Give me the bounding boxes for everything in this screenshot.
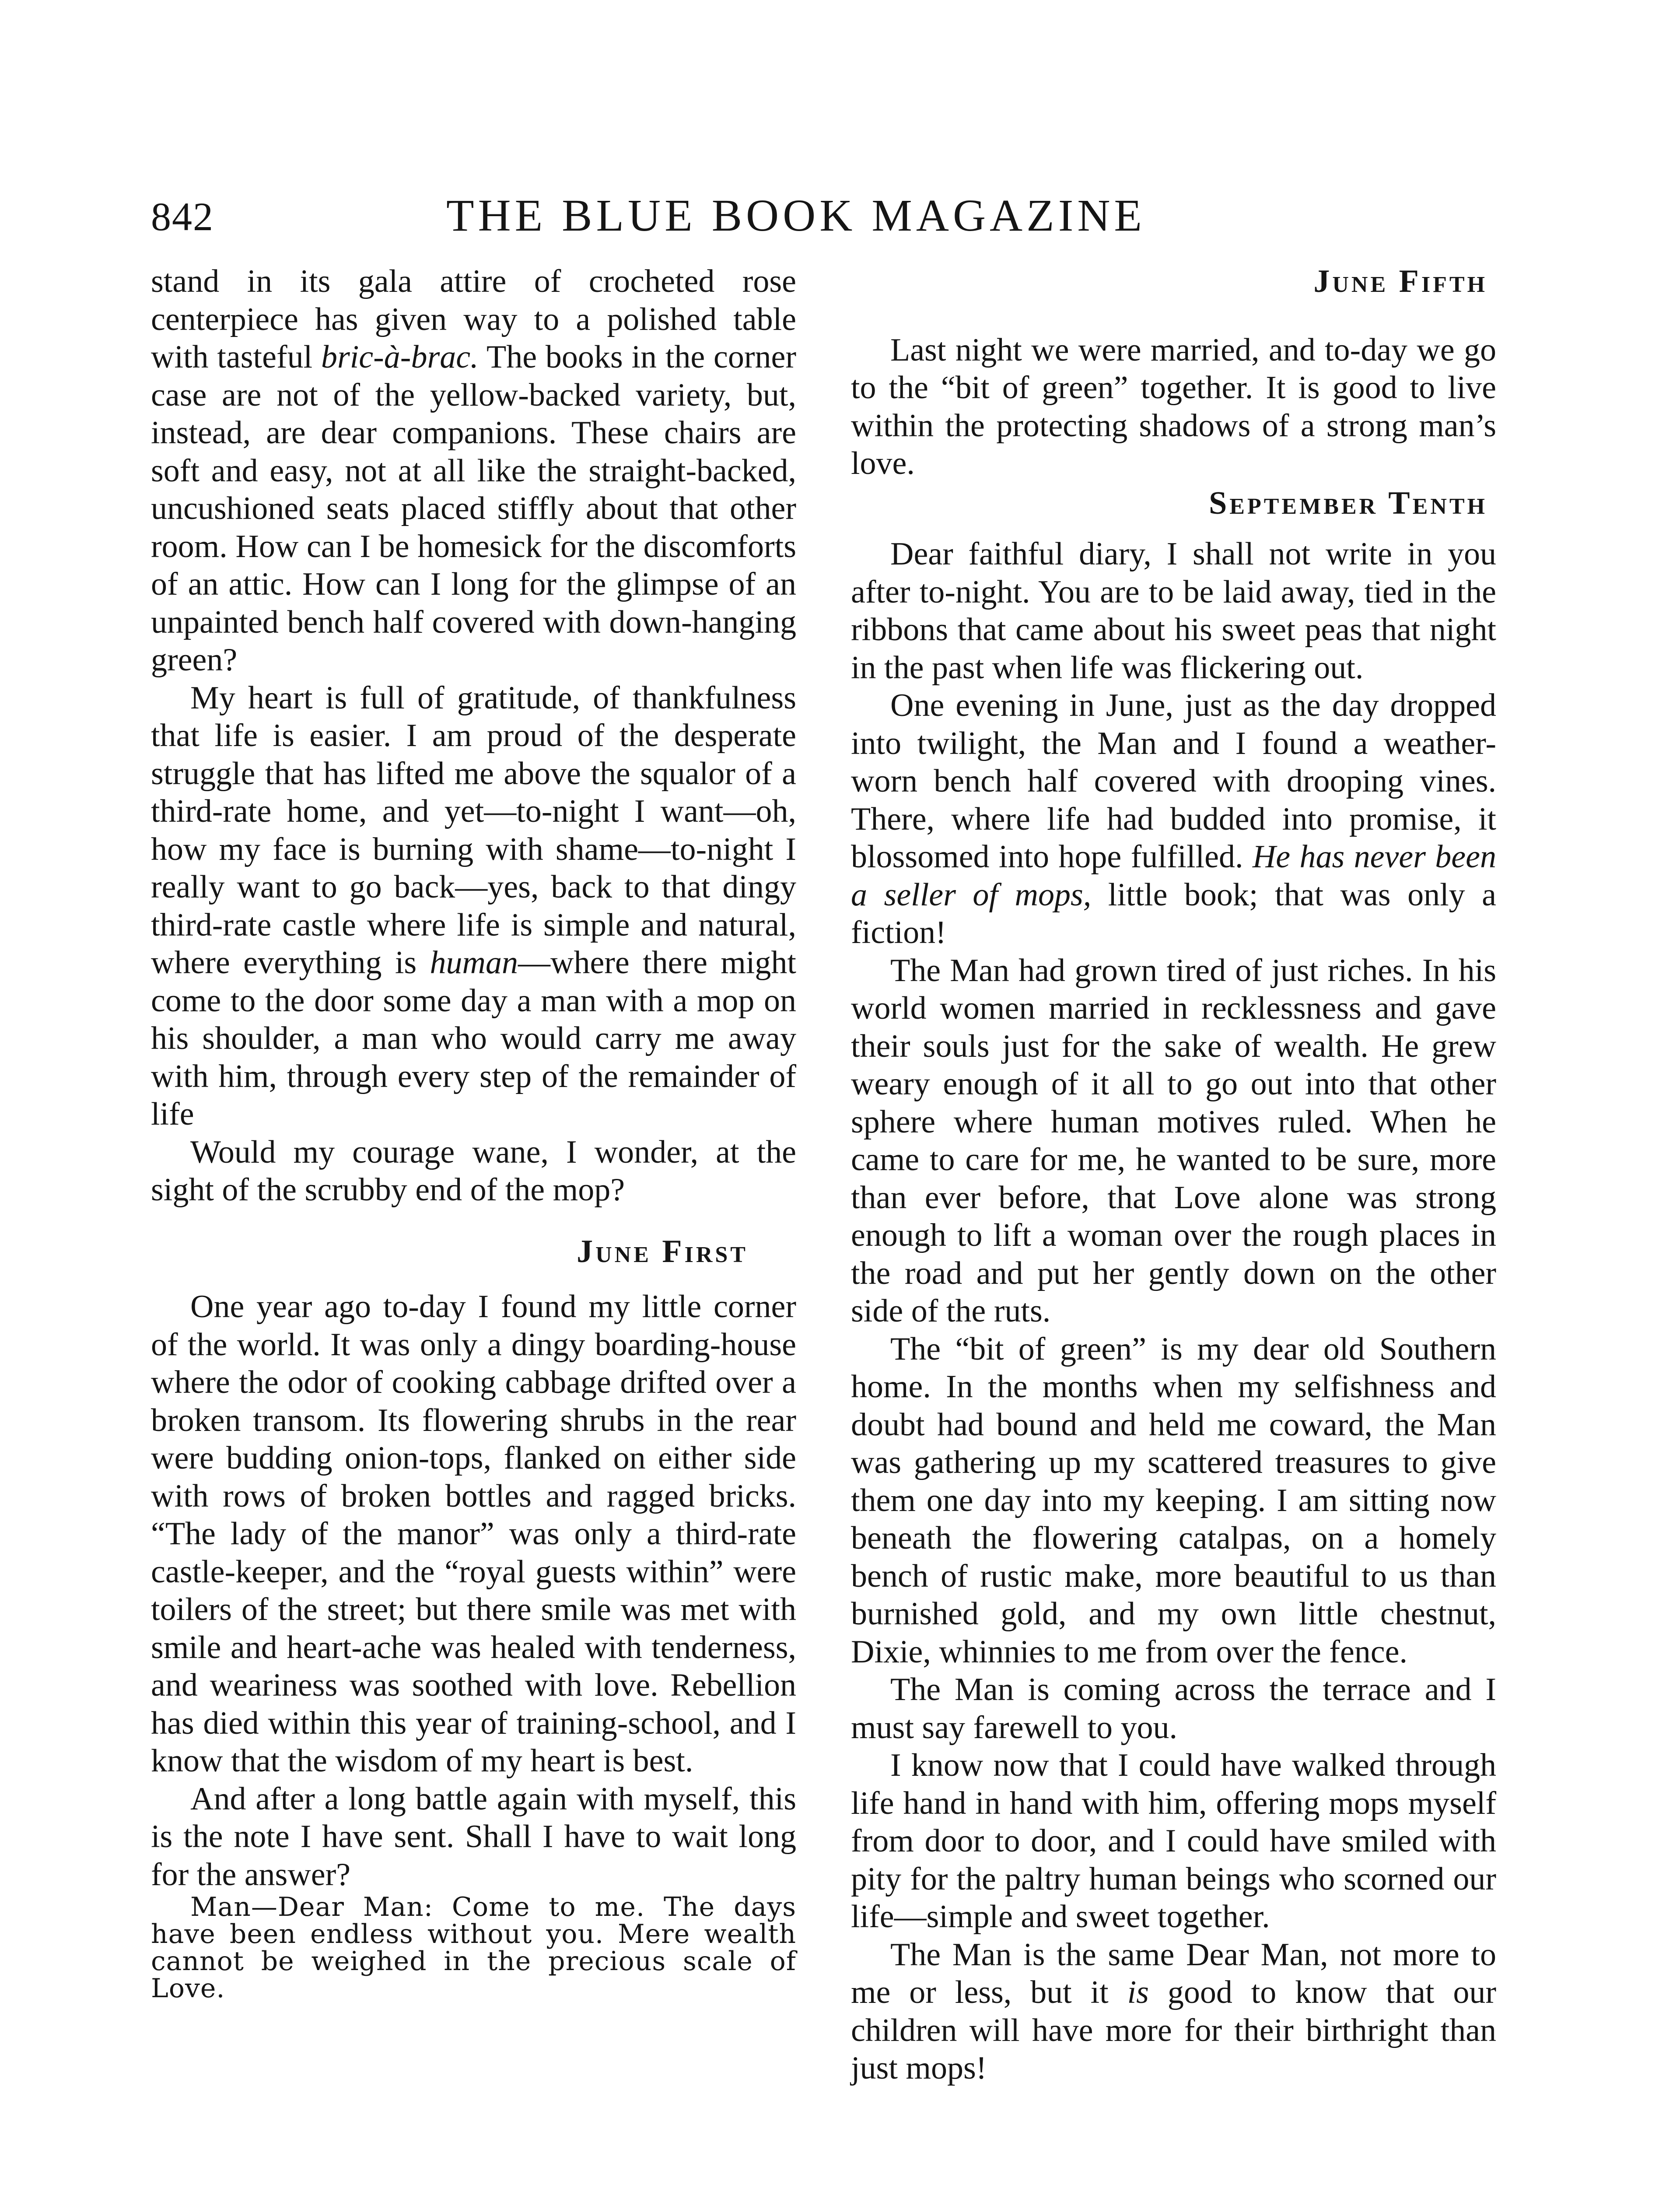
diary-date-heading: June Fifth [1313,263,1488,299]
diary-date-heading: June First [577,1233,748,1269]
running-head [151,177,1474,252]
italic-text: He has never been a seller of mops, [851,839,1496,913]
right-column [851,263,1496,2087]
text-run: One evening in June, just as the day dropped into twilight, the Man and I found a weather-worn bench half covered with drooping vines. There, where life had budded into promise, it blossomed into hope fulfilled. [851,687,1496,875]
text-run: My heart is full of gratitude, of thankfulness that life is easier. I am proud of the desperate struggle that has lifted me above the squalor of a third-rate home, and yet—to-night I want—oh, how my face is burning with shame—to-night I really want to go back—yes, back to that dingy third-rate castle where life is simple and natural, where everything is [151,680,796,981]
sent-note: Man—Dear Man: Come to me. The days have been endless without you. Mere wealth cannot be weighed in the precious scale of Love. [151,1892,796,2004]
paragraph: The Man had grown tired of just riches. In his world women married in recklessness and gave their souls just for the sake of wealth. He grew weary enough of it all to go out into that other sphere where human motives ruled. When he came to care for me, he wanted to be sure, more than ever before, that Love alone was strong enough to lift a woman over the rough places in the road and put her gently down on the other side of the ruts. [851,952,1496,1329]
diary-date-heading: September Tenth [1209,485,1488,521]
italic-text: is [1127,1974,1149,2010]
text-run: good to know that our children will have more for their birthright than just mops! [851,1974,1496,2086]
text-run: —where there might come to the door some day a man with a mop on his shoulder, a man who would carry me away with him, through every step of the remainder of life [151,945,796,1132]
paragraph: One year ago to-day I found my little corner of the world. It was only a dingy boarding-house where the odor of cooking cabbage drifted over a broken transom. Its flowering shrubs in the rear were budding onion-tops, flanked on either side with rows of broken bottles and ragged bricks. “The lady of the manor” was only a third-rate castle-keeper, and the “royal guests within” were toilers of the street; but there smile was met with smile and heart-ache was healed with tenderness, and weariness was soothed with love. Rebellion has died within this year of training-school, and I know that the wisdom of my heart is best. [151,1289,796,1779]
text-run: The Man is the same Dear Man, not more to me or less, but it [851,1936,1496,2010]
text-run: The books in the corner case are not of the yellow-backed variety, but, instead, are dear companions. These chairs are soft and easy, not at all like the straight-backed, uncushioned seats placed stiffly about that other room. How can I be homesick for the discomforts of an attic. How can I long for the glimpse of an unpainted bench half covered with down-hanging green? [151,339,796,678]
paragraph: The Man is coming across the terrace and I must say farewell to you. [851,1672,1496,1746]
paragraph: Would my courage wane, I wonder, at the sight of the scrubby end of the mop? [151,1134,796,1208]
paragraph: I know now that I could have walked through life hand in hand with him, offering mops myself from door to door, and I could have smiled with pity for the paltry human beings who scorned our life—simple and sweet together. [851,1747,1496,1935]
text-run: little book; that was only a fiction! [851,877,1496,950]
magazine-title: THE BLUE BOOK MAGAZINE [446,190,1146,241]
paragraph [851,1936,1496,2087]
italic-text: human [430,945,518,981]
paragraph: And after a long battle again with myself, this is the note I have sent. Shall I have to wait long for the answer? [151,1781,796,1893]
paragraph: The “bit of green” is my dear old Southern home. In the months when my selfishness and doubt had bound and held me coward, the Man was gathering up my scattered treasures to give them one day into my keeping. I am sitting now beneath the flowering catalpas, on a homely bench of rustic make, more beautiful to us than burnished gold, and my own little chestnut, Dixie, whinnies to me from over the fence. [851,1331,1496,1670]
paragraph: Last night we were married, and to-day we go to the “bit of green” together. It is good to live within the protecting shadows of a strong man’s love. [851,332,1496,481]
italic-text: bric-à-brac. [321,339,479,375]
paragraph [151,263,796,679]
text-run: stand in its gala attire of crocheted rose centerpiece has given way to a polished table with tasteful [151,263,796,375]
left-column [151,263,796,2002]
paragraph [151,679,796,1133]
page-number: 842 [151,194,214,239]
paragraph [851,687,1496,952]
paragraph: Dear faithful diary, I shall not write in you after to-night. You are to be laid away, tied in the ribbons that came about his sweet peas that night in the past when life was flickering out. [851,536,1496,686]
